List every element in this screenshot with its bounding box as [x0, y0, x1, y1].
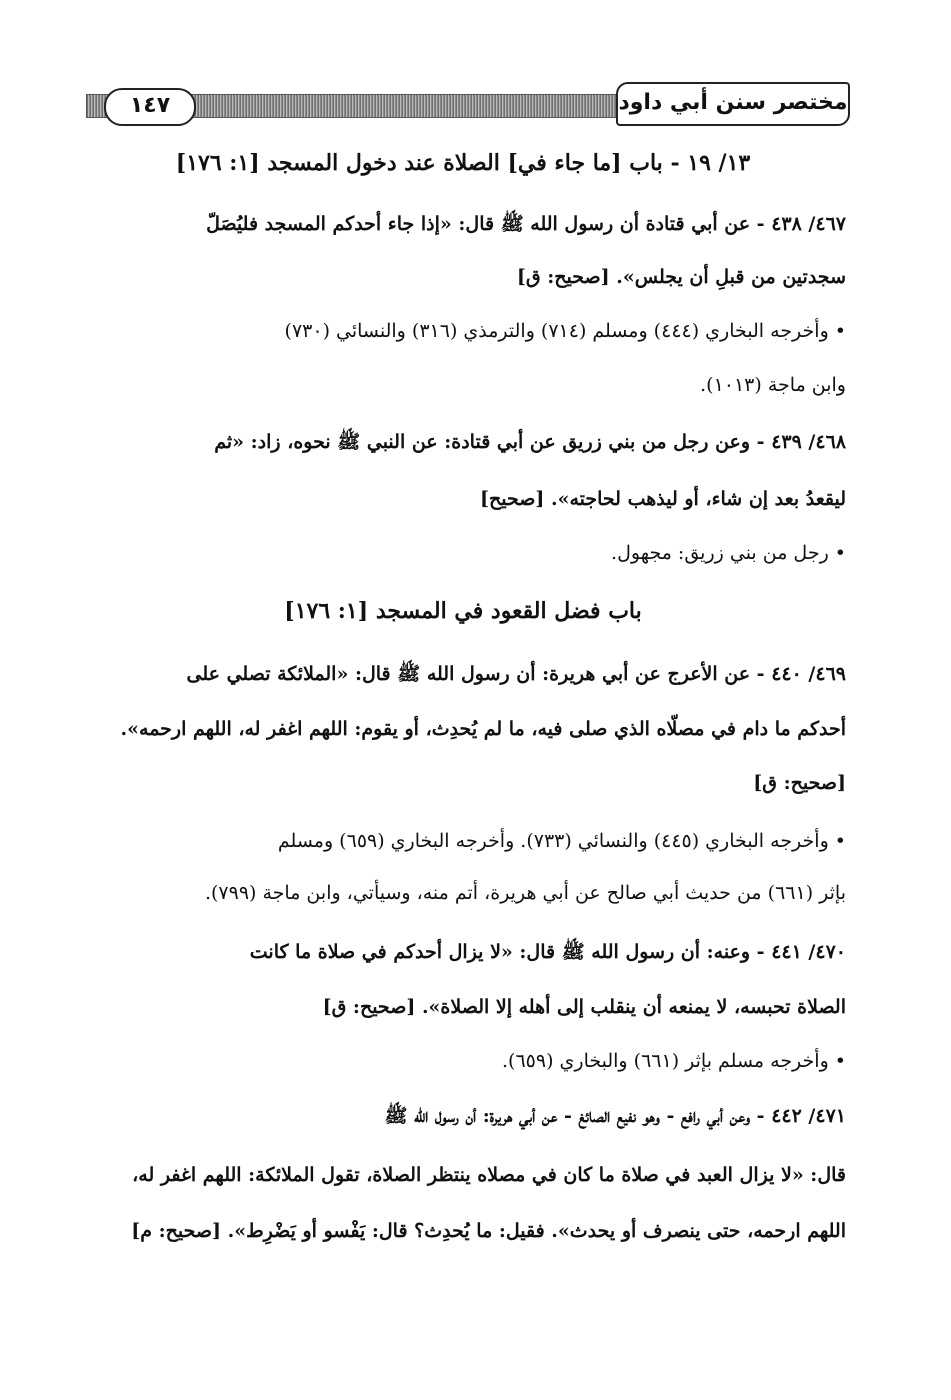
book-title: مختصر سنن أبي داود — [616, 82, 850, 126]
hadith-468-line-2: ليقعدُ بعد إن شاء، أو ليذهب لحاجته». [صحيح] — [479, 488, 846, 510]
chapter-heading-1: ١٣/ ١٩ - باب [ما جاء في] الصلاة عند دخول المسجد [١: ١٧٦] — [175, 150, 751, 176]
page-header — [86, 88, 846, 124]
hadith-467-line-1: ٤٦٧/ ٤٣٨ - عن أبي قتادة أن رسول الله ﷺ قال: «إذا جاء أحدكم المسجد فليُصَلّ — [206, 213, 846, 235]
note-468: • رجل من بني زريق: مجهول. — [611, 542, 846, 564]
chapter-heading-2: باب فضل القعود في المسجد [١: ١٧٦] — [284, 598, 642, 624]
takhrij-467-line-1: • وأخرجه البخاري (٤٤٤) ومسلم (٧١٤) والترمذي (٣١٦) والنسائي (٧٣٠) — [284, 320, 846, 342]
hadith-470-line-1: ٤٧٠/ ٤٤١ - وعنه: أن رسول الله ﷺ قال: «لا يزال أحدكم في صلاة ما كانت — [249, 941, 846, 963]
hadith-469-line-1: ٤٦٩/ ٤٤٠ - عن الأعرج عن أبي هريرة: أن رسول الله ﷺ قال: «الملائكة تصلي على — [186, 663, 846, 685]
takhrij-470: • وأخرجه مسلم بإثر (٦٦١) والبخاري (٦٥٩). — [502, 1050, 846, 1072]
takhrij-469-line-2: بإثر (٦٦١) من حديث أبي صالح عن أبي هريرة، أتم منه، وسيأتي، وابن ماجة (٧٩٩). — [204, 882, 846, 904]
page-number: ١٤٧ — [104, 88, 196, 126]
hadith-471-line-2: قال: «لا يزال العبد في صلاة ما كان في مصلاه ينتظر الصلاة، تقول الملائكة: اللهم اغفر له، — [132, 1164, 846, 1186]
hadith-471-line-1: ٤٧١/ ٤٤٢ - وعن أبي رافع - وهو نفيع الصائغ - عن أبي هريرة: أن رسول الله ﷺ — [384, 1105, 846, 1127]
takhrij-469-line-1: • وأخرجه البخاري (٤٤٥) والنسائي (٧٣٣). وأخرجه البخاري (٦٥٩) ومسلم — [277, 830, 846, 852]
hadith-469-line-2: أحدكم ما دام في مصلّاه الذي صلى فيه، ما لم يُحدِث، أو يقوم: اللهم اغفر له، اللهم ارحمه». — [120, 718, 846, 740]
hadith-470-line-2: الصلاة تحبسه، لا يمنعه أن ينقلب إلى أهله إلا الصلاة». [صحيح: ق] — [322, 996, 846, 1018]
hadith-471-line-3: اللهم ارحمه، حتى ينصرف أو يحدث». فقيل: ما يُحدِث؟ قال: يَفْسو أو يَضْرِط». [صحيح: م] — [131, 1220, 846, 1242]
hadith-467-line-2: سجدتين من قبلِ أن يجلس». [صحيح: ق] — [516, 266, 846, 288]
takhrij-467-line-2: وابن ماجة (١٠١٣). — [700, 374, 846, 396]
hadith-468-line-1: ٤٦٨/ ٤٣٩ - وعن رجل من بني زريق عن أبي قتادة: عن النبي ﷺ نحوه، زاد: «ثم — [214, 431, 846, 453]
hadith-469-grade: [صحيح: ق] — [753, 772, 846, 794]
